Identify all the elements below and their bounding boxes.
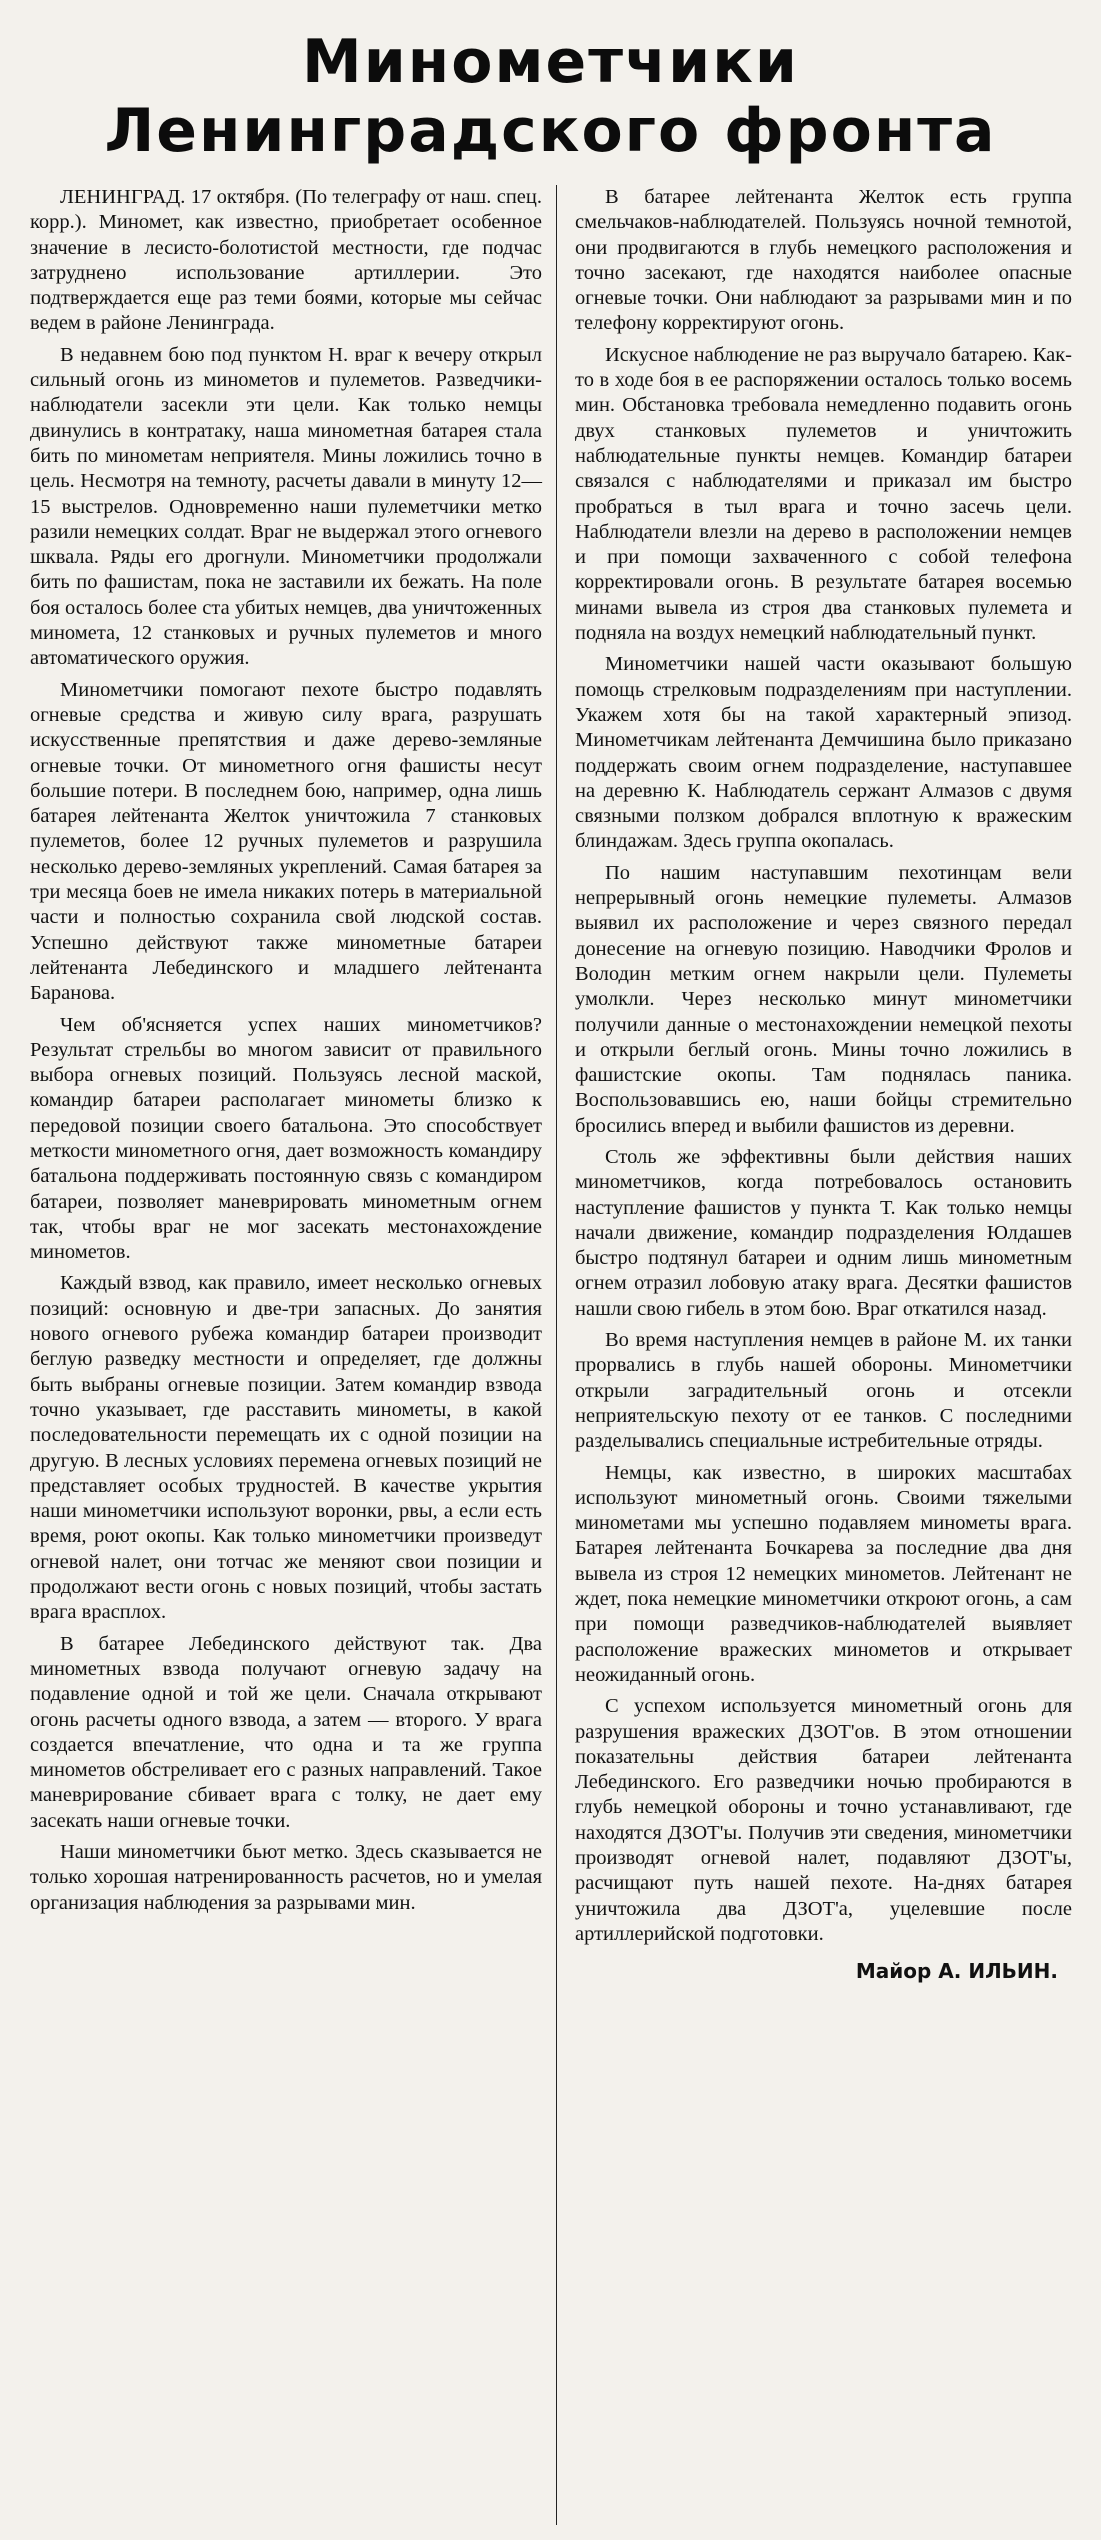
author-byline: Майор А. ИЛЬИН. xyxy=(855,1959,1058,1984)
article-paragraph: Искусное наблюдение не раз выручало батарею. Как-то в ходе боя в ее распоряжении осталось только восемь мин. Обстановка требовала немедленно подавить огонь двух станковых пулеметов и уничтожить наблюдательные пункты немцев. Командир батареи связался с наблюдателями и приказал им быстро пробраться в тыл врага и точно засечь цели. Наблюдатели влезли на дерево в расположении немцев и при помощи захваченного с собой телефона корректировали огонь. В результате батарея восемью минами вывела из строя два станковых пулемета и подняла на воздух немецкий наблюдательный пункт. xyxy=(575,343,1072,645)
article-columns xyxy=(18,185,1083,2525)
right-column xyxy=(556,185,1082,2525)
article-headline xyxy=(0,28,1101,166)
left-column xyxy=(18,185,556,2525)
article-paragraph: Наши минометчики бьют метко. Здесь сказывается не только хорошая натренированность расчетов, но и умелая организация наблюдения за разрывами мин. xyxy=(30,1841,542,1914)
article-paragraph: Минометчики помогают пехоте быстро подавлять огневые средства и живую силу врага, разрушать искусственные препятствия и даже дерево-земляные огневые точки. От минометного огня фашисты несут большие потери. В последнем бою, например, одна лишь батарея лейтенанта Желток уничтожила 7 станковых пулеметов, более 12 ручных пулеметов и разрушила несколько дерево-земляных укреплений. Самая батарея за три месяца боев не имела никаких потерь в материальной части и полностью сохранила свой людской состав. Успешно действуют также минометные батареи лейтенанта Лебединского и младшего лейтенанта Баранова. xyxy=(30,678,542,1005)
article-paragraph: Каждый взвод, как правило, имеет несколько огневых позиций: основную и две-три запасных. До занятия нового огневого рубежа командир батареи производит беглую разведку местности и определяет, где должны быть выбраны огневые позиции. Затем командир взвода точно указывает, где расставить минометы, в какой последовательности перемещать их с одной позиции на другую. В лесных условиях перемена огневых позиций не представляет особых трудностей. В качестве укрытия наши минометчики используют воронки, рвы, а если есть время, роют окопы. Как только минометчики произведут огневой налет, они тотчас же меняют свои позиции и продолжают вести огонь с новых позиций, чтобы застать врага врасплох. xyxy=(30,1272,542,1624)
headline-line-1: Минометчики xyxy=(302,27,799,97)
article-paragraph: Чем об'ясняется успех наших минометчиков? Результат стрельбы во многом зависит от правильного выбора огневых позиций. Пользуясь лесной маской, командир батареи располагает минометы близко к передовой позиции своего батальона. Это способствует меткости минометного огня, дает возможность командиру батальона поддерживать постоянную связь с командиром батареи, позволяет маневрировать минометным огнем так, чтобы враг не мог засекать местонахождение минометов. xyxy=(30,1013,542,1264)
article-paragraph: В недавнем бою под пунктом Н. враг к вечеру открыл сильный огонь из минометов и пулеметов. Разведчики-наблюдатели засекли эти цели. Как только немцы двинулись в контратаку, наша минометная батарея стала бить по минометам неприятеля. Мины ложились точно в цель. Несмотря на темноту, расчеты давали в минуту 12—15 выстрелов. Одновременно наши пулеметчики метко разили немецких солдат. Враг не выдержал этого огневого шквала. Ряды его дрогнули. Минометчики продолжали бить по фашистам, пока не заставили их бежать. На поле боя осталось более ста убитых немцев, два уничтоженных миномета, 12 станковых и ручных пулеметов и много автоматического оружия. xyxy=(30,343,542,670)
article-paragraph: Минометчики нашей части оказывают большую помощь стрелковым подразделениям при наступлении. Укажем хотя бы на такой характерный эпизод. Минометчикам лейтенанта Демчишина было приказано поддержать своим огнем подразделение, наступавшее на деревню К. Наблюдатель сержант Алмазов с двумя связными ползком добрался вплотную к вражеским блиндажам. Здесь группа окопалась. xyxy=(575,653,1072,853)
article-paragraph xyxy=(30,185,542,337)
article-paragraph: С успехом используется минометный огонь для разрушения вражеских ДЗОТ'ов. В этом отношении показательны действия батареи лейтенанта Лебединского. Его разведчики ночью пробираются в глубь немецкой обороны и точно устанавливают, где находятся ДЗОТ'ы. Получив эти сведения, минометчики производят огневой налет, подавляют ДЗОТ'ы, расчищают путь нашей пехоте. На-днях батарея уничтожила два ДЗОТ'а, уцелевшие после артиллерийской подготовки. xyxy=(575,1695,1072,1945)
article-paragraph: По нашим наступавшим пехотинцам вели непрерывный огонь немецкие пулеметы. Алмазов выявил их расположение и через связного передал донесение на огневую позицию. Наводчики Фролов и Володин метким огнем накрыли цели. Пулеметы умолкли. Через несколько минут минометчики получили данные о местонахождении немецкой пехоты и открыли беглый огонь. Мины точно ложились в фашистские окопы. Там поднялась паника. Воспользовавшись ею, наши бойцы стремительно бросились вперед и выбили фашистов из деревни. xyxy=(575,861,1072,1137)
dateline: ЛЕНИНГРАД. 17 октября. (По телеграфу от наш. спец. корр.). xyxy=(30,186,542,234)
article-paragraph: В батарее лейтенанта Желток есть группа смельчаков-наблюдателей. Пользуясь ночной темнотой, они продвигаются в глубь немецкого расположения и точно засекают, где находятся наиболее опасные огневые точки. Они наблюдают за разрывами мин и по телефону корректируют огонь. xyxy=(575,186,1072,335)
paragraph-text: Миномет, как известно, приобретает особенное значение в лесисто-болотистой местности, где подчас затруднено использование артиллерии. Это подтверждается еще раз теми боями, которые мы сейчас ведем в районе Ленинграда. xyxy=(30,211,542,335)
article-paragraph: Во время наступления немцев в районе М. их танки прорвались в глубь нашей обороны. Минометчики открыли заградительный огонь и отсекли неприятельскую пехоту от ее танков. С последними разделывались специальные истребительные отряды. xyxy=(575,1329,1072,1453)
article-paragraph: Столь же эффективны были действия наших минометчиков, когда потребовалось остановить наступление фашистов у пункта Т. Как только немцы начали движение, командир подразделения Юлдашев быстро подтянул батареи и одним лишь минометным огнем отразил лобовую атаку врага. Десятки фашистов нашли свою гибель в этом бою. Враг откатился назад. xyxy=(575,1145,1072,1320)
article-paragraph: В батарее Лебединского действуют так. Два минометных взвода получают огневую задачу на подавление одной и той же цели. Сначала открывают огонь расчеты одного взвода, а затем — второго. У врага создается впечатление, что одна и та же группа минометов обстреливает его с разных направлений. Такое маневрирование сбивает врага с толку, не дает ему засекать наши огневые точки. xyxy=(30,1632,542,1832)
headline-line-2: Ленинградского фронта xyxy=(104,96,997,166)
article-paragraph: Немцы, как известно, в широких масштабах используют минометный огонь. Своими тяжелыми минометами мы успешно подавляем минометы врага. Батарея лейтенанта Бочкарева за последние два дня вывела из строя 12 немецких минометов. Лейтенант не ждет, пока немецкие минометчики откроют огонь, а сам при помощи разведчиков-наблюдателей выявляет расположение вражеских минометов и открывает неожиданный огонь. xyxy=(575,1461,1072,1686)
